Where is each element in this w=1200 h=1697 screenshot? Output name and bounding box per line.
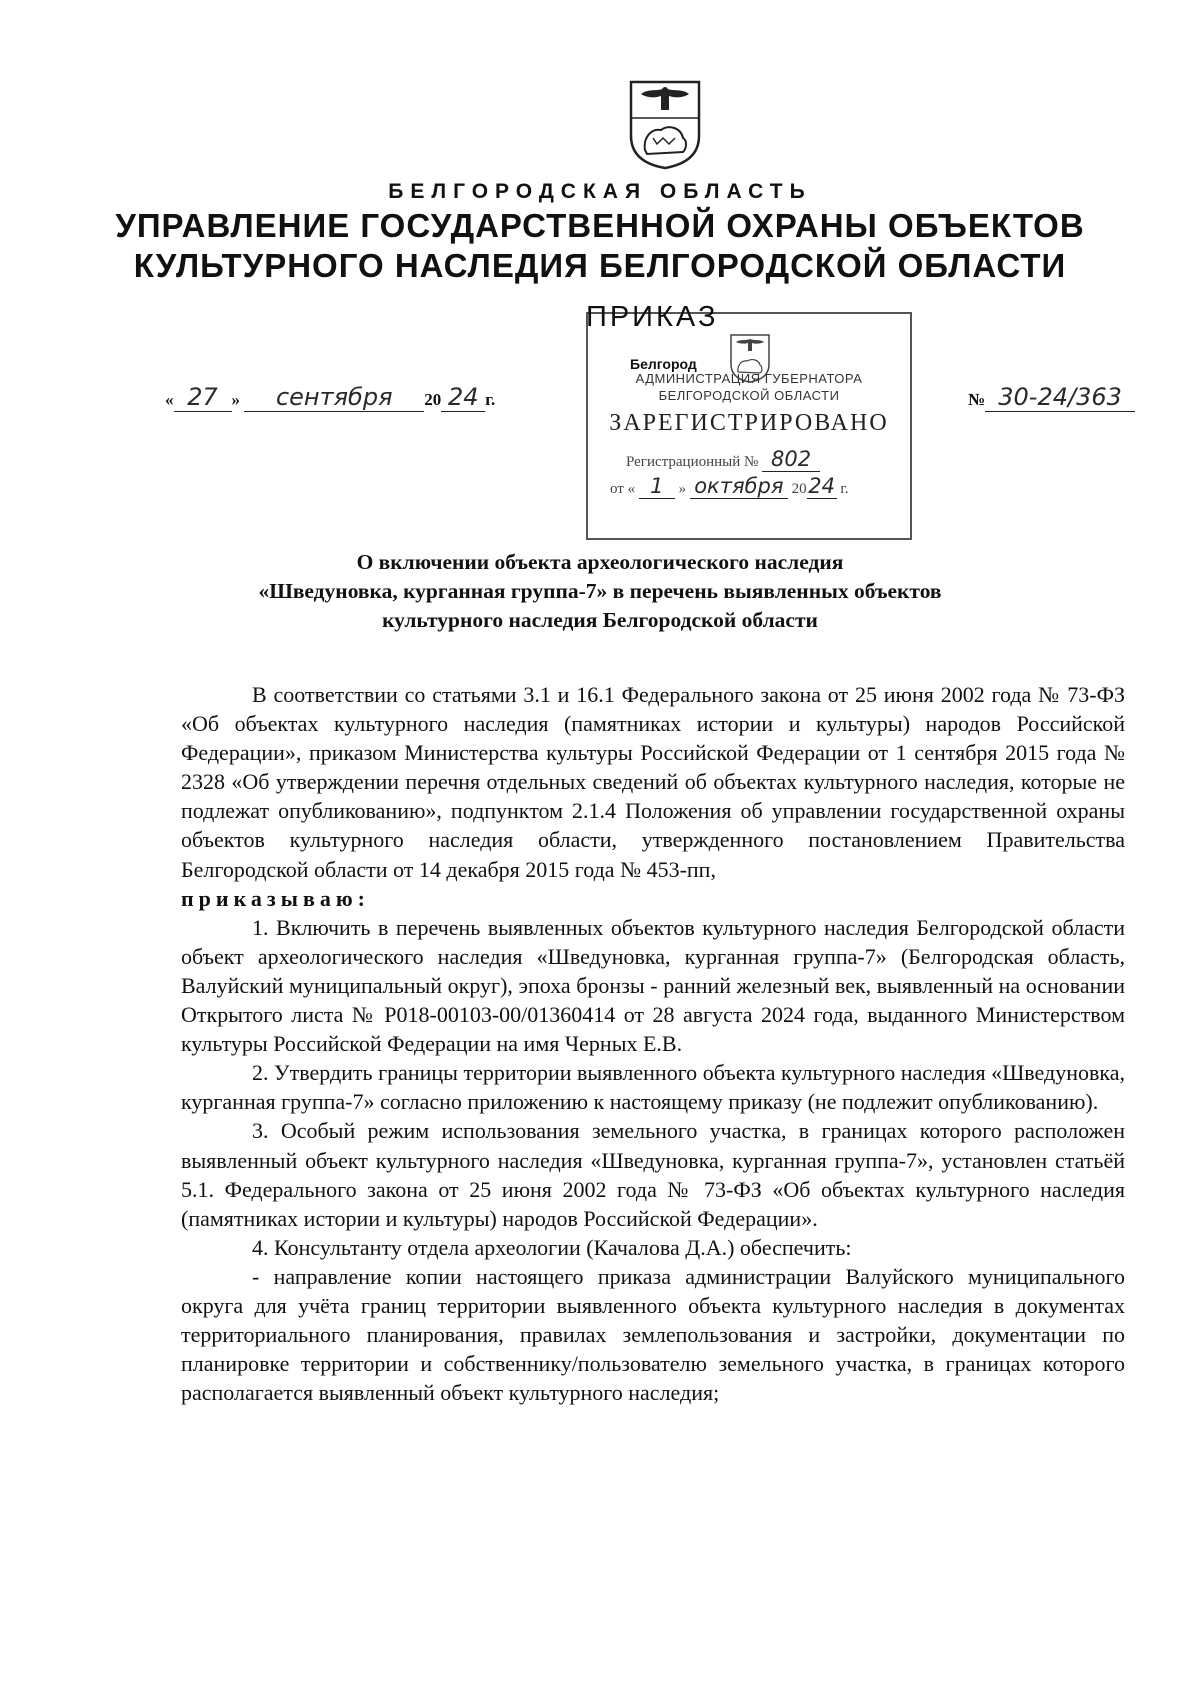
stamp-city: Белгород [630,356,697,372]
order-word: приказываю: [181,885,370,911]
subject-line: О включении объекта археологического наследия [356,550,844,574]
stamp-month: октября [690,474,788,499]
coat-of-arms-icon [627,78,703,170]
order-date: « 27 » сентября 20 24 г. [165,383,496,411]
order-year-suffix: 24 [441,383,485,412]
stamp-registered-label: ЗАРЕГИСТРИРОВАНО [609,410,889,436]
document-type: ПРИКАЗ [586,301,719,333]
order-item-4-subitem: - направление копии настоящего приказа администрации Валуйского муниципального округа для учёта границ территории выявленного объекта культурного наследия в документах территориального планирования, правилах землепользования и застройки, документации по планировке территории и собственнику/пользователю земельного участка, в границах которого располагается выявленный объект культурного наследия; [181,1263,1125,1406]
organization-name-line1: УПРАВЛЕНИЕ ГОСУДАРСТВЕННОЙ ОХРАНЫ ОБЪЕКТОВ [115,207,1085,244]
order-number [968,383,1135,412]
organization-name-line2: КУЛЬТУРНОГО НАСЛЕДИЯ БЕЛГОРОДСКОЙ ОБЛАСТИ [133,247,1067,284]
registration-stamp [586,312,912,540]
order-item-1: 1. Включить в перечень выявленных объектов культурного наследия Белгородской области объект археологического наследия «Шведуновка, курганная группа-7» (Белгородская область, Валуйский муниципальный округ), эпоха бронзы - ранний железный век, выявленный на основании Открытого листа № P018-00103-00/01360414 от 28 августа 2024 года, выданного Министерством культуры Российской Федерации на имя Черных Е.В. [181,914,1125,1057]
stamp-year-prefix: 20 [791,481,807,497]
order-subject [0,548,1200,635]
order-month: сентября [244,383,424,412]
order-number-label: № [968,390,986,409]
preamble-paragraph: В соответствии со статьями 3.1 и 16.1 Федерального закона от 25 июня 2002 года № 73-ФЗ «Об объектах культурного наследия (памятниках истории и культуры) народов Российской Федерации», приказом Министерства культуры Российской Федерации от 1 сентября 2015 года № 2328 «Об утверждении перечня отдельных сведений об объектах культурного наследия, которые не подлежат опубликованию», подпунктом 2.1.4 Положения об управлении государственной охраны объектов культурного наследия области, утвержденного постановлением Правительства Белгородской области от 14 декабря 2015 года № 453-пп, приказываю: [181,680,1125,913]
stamp-year-end: г. [840,481,849,497]
stamp-reg-date-row: от « 1 » октября 2024 г. [610,474,849,498]
order-body [181,680,1125,1407]
order-year-prefix: 20 [424,390,442,409]
stamp-from-label: от « [610,481,636,497]
stamp-admin-line2: БЕЛГОРОДСКОЙ ОБЛАСТИ [658,388,840,403]
order-number-value: 30-24/363 [985,383,1135,412]
stamp-year-suffix: 24 [808,474,835,498]
stamp-day: 1 [639,474,675,499]
stamp-reg-number-row [626,447,820,472]
region-title: БЕЛГОРОДСКАЯ ОБЛАСТЬ [388,180,812,203]
order-item-3: 3. Особый режим использования земельного участка, в границах которого расположен выявленный объект культурного наследия «Шведуновка, курганная группа-7», установлен статьёй 5.1. Федерального закона от 25 июня 2002 года № 73-ФЗ «Об объектах культурного наследия (памятниках истории и культуры) народов Российской Федерации». [181,1118,1125,1231]
order-item-4: 4. Консультанту отдела археологии (Качалова Д.А.) обеспечить: [252,1234,852,1260]
subject-line: «Шведуновка, курганная группа-7» в перечень выявленных объектов [258,579,942,603]
order-day: 27 [174,383,232,412]
stamp-admin-line1: АДМИНИСТРАЦИЯ ГУБЕРНАТОРА [635,371,863,386]
order-item-2: 2. Утвердить границы территории выявленного объекта культурного наследия «Шведуновка, курганная группа-7» согласно приложению к настоящему приказу (не подлежит опубликованию). [181,1060,1125,1115]
stamp-reg-number: 802 [762,447,820,472]
subject-line: культурного наследия Белгородской области [382,608,818,632]
stamp-reg-label: Регистрационный № [626,454,759,470]
